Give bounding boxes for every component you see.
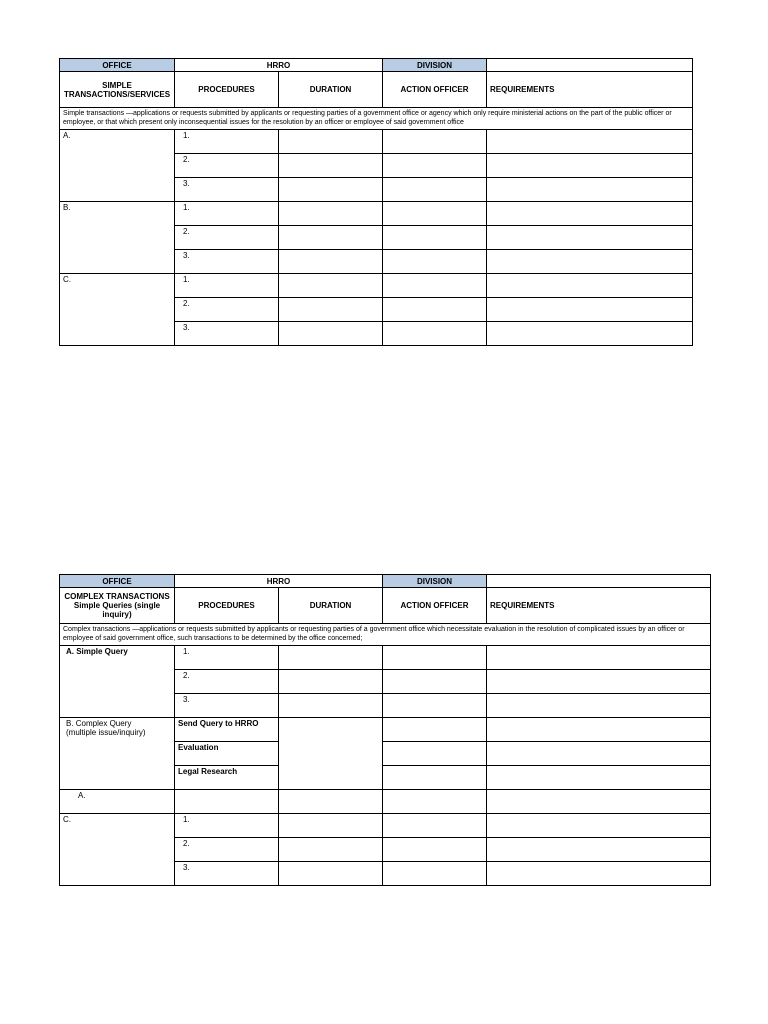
column-header-action-officer: ACTION OFFICER — [383, 72, 487, 108]
procedure-step: Evaluation — [175, 742, 279, 766]
action-officer-cell[interactable] — [383, 250, 487, 274]
requirements-cell[interactable] — [487, 130, 693, 154]
simple-queries-subtitle: Simple Queries (single inquiry) — [73, 601, 161, 619]
requirements-cell[interactable] — [487, 202, 693, 226]
requirements-cell[interactable] — [487, 814, 711, 838]
requirements-cell[interactable] — [487, 154, 693, 178]
action-officer-cell[interactable] — [383, 742, 487, 766]
requirements-cell[interactable] — [487, 862, 711, 886]
procedure-step: 2. — [175, 838, 279, 862]
duration-cell[interactable] — [279, 670, 383, 694]
requirements-cell[interactable] — [487, 670, 711, 694]
duration-cell[interactable] — [279, 130, 383, 154]
duration-cell[interactable] — [279, 202, 383, 226]
procedure-step: 1. — [175, 274, 279, 298]
column-header-requirements: REQUIREMENTS — [487, 588, 711, 624]
complex-transactions-description: Complex transactions —applications or requests submitted by applicants or requesting parties of a government office which necessitate evaluation in the resolution of complicated issues by an officer or employee of said government office, such transactions to be determined by the office concerned; — [60, 624, 711, 646]
procedure-step: 1. — [175, 202, 279, 226]
action-officer-cell[interactable] — [383, 790, 487, 814]
duration-cell[interactable] — [279, 322, 383, 346]
action-officer-cell[interactable] — [383, 226, 487, 250]
requirements-cell[interactable] — [487, 766, 711, 790]
division-value[interactable] — [487, 575, 711, 588]
requirements-cell[interactable] — [487, 838, 711, 862]
group-label: A. Simple Query — [60, 646, 175, 718]
procedure-step: 2. — [175, 226, 279, 250]
office-value: HRRO — [175, 59, 383, 72]
column-header-transactions: SIMPLE TRANSACTIONS/SERVICES — [60, 72, 175, 108]
procedure-step: Send Query to HRRO — [175, 718, 279, 742]
group-label: A. — [60, 130, 175, 202]
procedure-step: 1. — [175, 130, 279, 154]
procedure-step[interactable] — [175, 790, 279, 814]
requirements-cell[interactable] — [487, 226, 693, 250]
duration-cell[interactable] — [279, 250, 383, 274]
action-officer-cell[interactable] — [383, 322, 487, 346]
requirements-cell[interactable] — [487, 298, 693, 322]
duration-cell[interactable] — [279, 178, 383, 202]
procedure-step: 3. — [175, 250, 279, 274]
requirements-cell[interactable] — [487, 250, 693, 274]
action-officer-cell[interactable] — [383, 298, 487, 322]
duration-cell[interactable] — [279, 838, 383, 862]
column-header-duration: DURATION — [279, 72, 383, 108]
action-officer-cell[interactable] — [383, 178, 487, 202]
action-officer-cell[interactable] — [383, 274, 487, 298]
procedure-step: 1. — [175, 814, 279, 838]
duration-cell[interactable] — [279, 298, 383, 322]
procedure-step: 3. — [175, 694, 279, 718]
duration-cell[interactable] — [279, 646, 383, 670]
procedure-step: 3. — [175, 862, 279, 886]
office-value: HRRO — [175, 575, 383, 588]
action-officer-cell[interactable] — [383, 862, 487, 886]
requirements-cell[interactable] — [487, 742, 711, 766]
division-label: DIVISION — [383, 59, 487, 72]
column-header-procedures: PROCEDURES — [175, 72, 279, 108]
procedure-step: 3. — [175, 178, 279, 202]
column-header-procedures: PROCEDURES — [175, 588, 279, 624]
group-label: C. — [60, 274, 175, 346]
complex-transactions-title: COMPLEX TRANSACTIONS — [64, 592, 170, 601]
procedure-step: 2. — [175, 670, 279, 694]
group-label: B. — [60, 202, 175, 274]
office-label: OFFICE — [60, 59, 175, 72]
duration-cell[interactable] — [279, 790, 383, 814]
procedure-step: 2. — [175, 154, 279, 178]
procedure-step: Legal Research — [175, 766, 279, 790]
group-label: A. — [60, 790, 175, 814]
requirements-cell[interactable] — [487, 790, 711, 814]
requirements-cell[interactable] — [487, 718, 711, 742]
group-label: C. — [60, 814, 175, 886]
complex-transactions-table — [59, 574, 711, 886]
duration-cell[interactable] — [279, 694, 383, 718]
action-officer-cell[interactable] — [383, 202, 487, 226]
action-officer-cell[interactable] — [383, 814, 487, 838]
procedure-step: 2. — [175, 298, 279, 322]
action-officer-cell[interactable] — [383, 718, 487, 742]
duration-cell[interactable] — [279, 718, 383, 790]
procedure-step: 1. — [175, 646, 279, 670]
division-value[interactable] — [487, 59, 693, 72]
action-officer-cell[interactable] — [383, 130, 487, 154]
column-header-duration: DURATION — [279, 588, 383, 624]
action-officer-cell[interactable] — [383, 646, 487, 670]
simple-transactions-description: Simple transactions —applications or requests submitted by applicants or requesting parties of a government office or agency which only require ministerial actions on the part of the public officer or employee, or that which present only inconsequential issues for the resolution by an officer or employee of said government office — [60, 108, 693, 130]
requirements-cell[interactable] — [487, 274, 693, 298]
column-header-transactions — [60, 588, 175, 624]
action-officer-cell[interactable] — [383, 766, 487, 790]
action-officer-cell[interactable] — [383, 154, 487, 178]
division-label: DIVISION — [383, 575, 487, 588]
action-officer-cell[interactable] — [383, 694, 487, 718]
column-header-requirements: REQUIREMENTS — [487, 72, 693, 108]
duration-cell[interactable] — [279, 154, 383, 178]
group-label: B. Complex Query (multiple issue/inquiry) — [60, 718, 175, 790]
procedure-step: 3. — [175, 322, 279, 346]
column-header-action-officer: ACTION OFFICER — [383, 588, 487, 624]
duration-cell[interactable] — [279, 226, 383, 250]
duration-cell[interactable] — [279, 274, 383, 298]
office-label: OFFICE — [60, 575, 175, 588]
requirements-cell[interactable] — [487, 322, 693, 346]
requirements-cell[interactable] — [487, 646, 711, 670]
duration-cell[interactable] — [279, 814, 383, 838]
requirements-cell[interactable] — [487, 178, 693, 202]
duration-cell[interactable] — [279, 862, 383, 886]
action-officer-cell[interactable] — [383, 670, 487, 694]
simple-transactions-table — [59, 58, 693, 346]
action-officer-cell[interactable] — [383, 838, 487, 862]
requirements-cell[interactable] — [487, 694, 711, 718]
